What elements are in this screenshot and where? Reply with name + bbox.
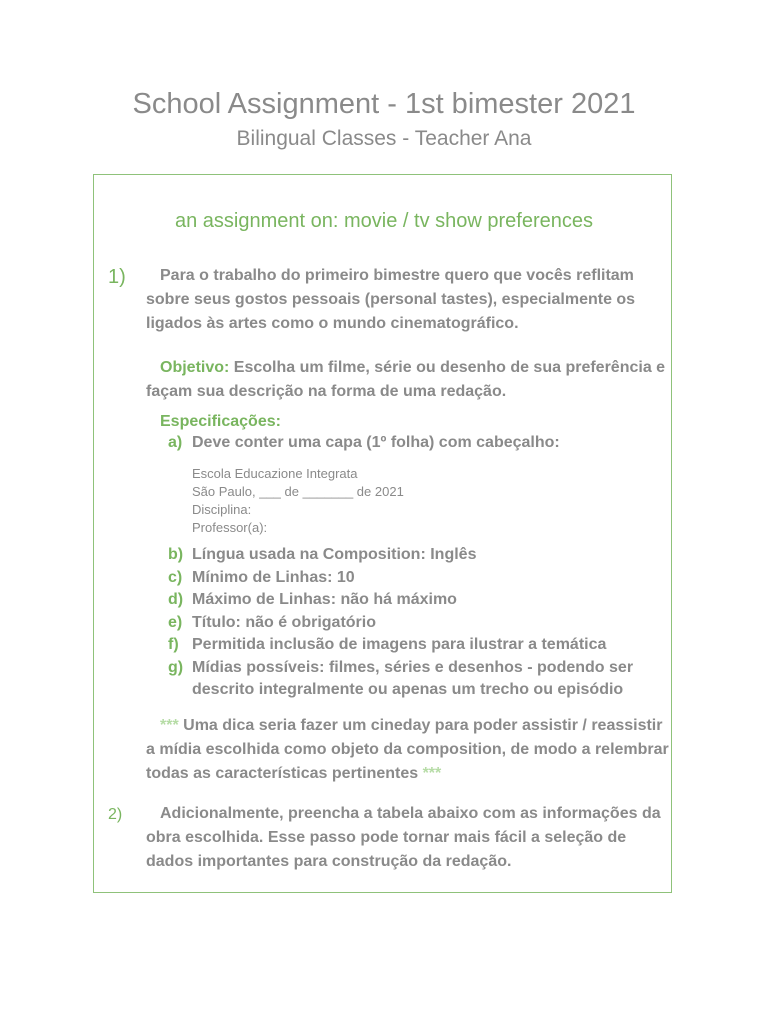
- header-line: Escola Educazione Integrata: [192, 466, 358, 481]
- objective-paragraph: [146, 356, 671, 404]
- list-item: [168, 612, 668, 635]
- item-letter: c): [168, 568, 183, 586]
- item-text: Mídias possíveis: filmes, séries e desenhos - podendo ser descrito integralmente ou apenas um trecho ou episódio: [192, 658, 634, 698]
- tip-stars-open: ***: [160, 717, 179, 734]
- specs-label: Especificações:: [160, 413, 281, 430]
- item-letter: d): [168, 591, 184, 608]
- list-item: [168, 589, 668, 612]
- item-text: Permitida inclusão de imagens para ilustrar a temática: [192, 636, 607, 653]
- intro-text: Para o trabalho do primeiro bimestre quero que vocês reflitam sobre seus gostos pessoais (personal tastes), especialmente os ligados às artes como o mundo cinematográfico.: [146, 267, 636, 332]
- tip-paragraph: [146, 714, 671, 786]
- item-letter: g): [168, 658, 184, 676]
- item-letter: a): [168, 434, 183, 451]
- section-1-number: 1): [108, 266, 126, 288]
- item-text: Deve conter uma capa (1º folha) com cabeçalho:: [192, 434, 560, 451]
- list-item: [168, 567, 668, 590]
- item-letter: e): [168, 613, 183, 631]
- spec-list: [168, 544, 668, 702]
- page-subtitle: Bilingual Classes - Teacher Ana: [236, 127, 532, 150]
- header-line: Disciplina:: [192, 502, 252, 517]
- tip-text: Uma dica seria fazer um cineday para poder assistir / reassistir a mídia escolhida como objeto da composition, de modo a relembrar todas as características pertinentes: [146, 717, 669, 782]
- item-text: Língua usada na Composition: Inglês: [192, 546, 477, 563]
- list-item: [168, 432, 668, 455]
- item-text: Mínimo de Linhas: 10: [192, 568, 355, 586]
- item-letter: f): [168, 636, 179, 653]
- header-line: Professor(a):: [192, 520, 268, 535]
- header-line: São Paulo, ___ de _______ de 2021: [192, 484, 404, 499]
- objective-label: Objetivo:: [160, 359, 230, 376]
- item-text: Título: não é obrigatório: [192, 613, 376, 631]
- section-2-text: [146, 802, 671, 874]
- section-2-body: Adicionalmente, preencha a tabela abaixo com as informações da obra escolhida. Esse passo pode tornar mais fácil a seleção de dados importantes para construção da redação.: [146, 805, 661, 870]
- list-item: [168, 634, 668, 657]
- spec-list-a: [168, 432, 668, 455]
- section-2-number: 2): [108, 806, 123, 823]
- item-text: Máximo de Linhas: não há máximo: [192, 591, 457, 608]
- header-block: [192, 465, 404, 537]
- tip-stars-close: ***: [422, 765, 442, 782]
- item-letter: b): [168, 546, 184, 563]
- list-item: [168, 657, 668, 702]
- objective-text: Escolha um filme, série ou desenho de sua preferência e façam sua descrição na forma de uma redação.: [146, 359, 666, 400]
- list-item: [168, 544, 668, 567]
- assignment-heading: an assignment on: movie / tv show preferences: [175, 210, 593, 232]
- section-1-intro: [146, 264, 671, 336]
- page-title: School Assignment - 1st bimester 2021: [132, 88, 636, 120]
